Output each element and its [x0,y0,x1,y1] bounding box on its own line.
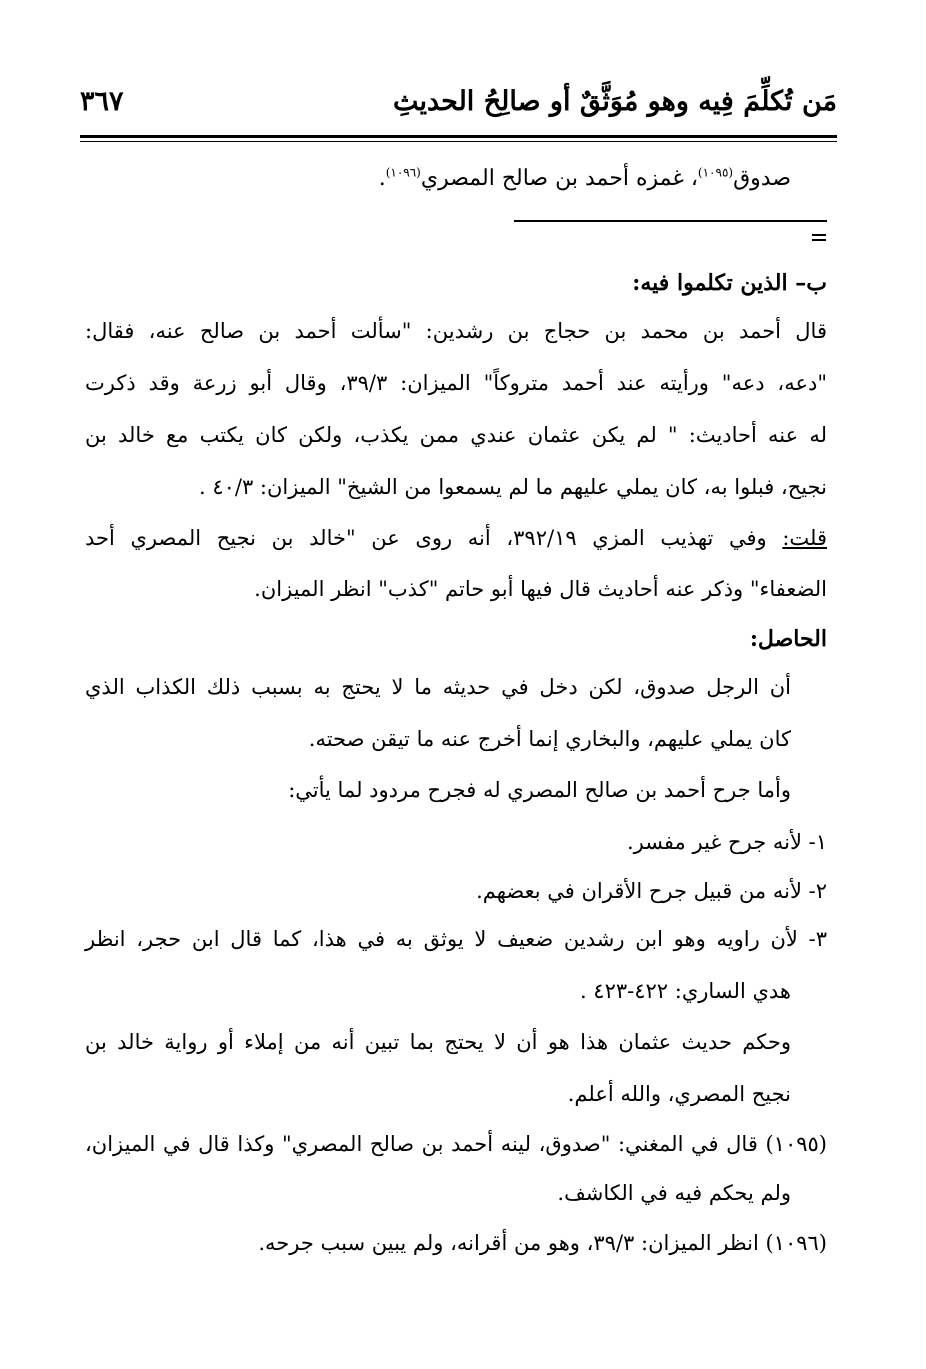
page-number: ٣٦٧ [80,86,124,117]
qult-line: الضعفاء" وذكر عنه أحاديث قال فيها أبو حاتم "كذب" انظر الميزان. [254,577,827,601]
paragraph-line: نجيح، فبلوا به، كان يملي عليهم ما لم يسمعوا من الشيخ" الميزان: ٤٠/٣ . [198,475,827,499]
text-segment: . [378,166,386,191]
paragraph-line: قال أحمد بن محمد بن حجاج بن رشدين: "سألت أحمد بن صالح عنه، فقال: [85,319,827,343]
qult-text: وفي تهذيب المزي ٣٩٢/١٩، أنه روى عن "خالد بن نجيح المصري أحد [85,526,783,550]
section-divider [514,220,827,222]
paragraph-line: وأما جرح أحمد بن صالح المصري له فجرح مردود لما يأتي: [288,778,791,802]
qult-label: قلت: [782,526,828,550]
continuation-line [379,162,791,196]
running-title: مَن تُكلِّمَ فِيه وهو مُوَثَّقٌ أو صالِحُ الحديثِ [392,86,837,117]
text-segment: صدوق [733,166,791,191]
list-item: ٣- لأن راويه وهو ابن رشدين ضعيف لا يوثق به في هذا، كما قال ابن حجر، انظر [85,927,827,951]
list-item: ٢- لأنه من قبيل جرح الأقران في بعضهم. [476,879,827,903]
footnote: (١٠٩٥) قال في المغني: "صدوق، لينه أحمد بن صالح المصري" وكذا قال في الميزان، [85,1132,827,1156]
section-heading: ب– الذين تكلموا فيه: [632,270,827,296]
footnote: (١٠٩٦) انظر الميزان: ٣٩/٣، وهو من أقرانه، ولم يبين سبب جرحه. [258,1231,827,1255]
text-segment: ، غمزه أحمد بن صالح المصري [420,166,698,191]
paragraph-line: نجيح المصري، والله أعلم. [567,1082,791,1106]
paragraph-line: له عنه أحاديث: " لم يكن عثمان عندي ممن يكذب، ولكن كان يكتب مع خالد بن [85,423,827,447]
footnote-ref[interactable]: (١٠٩٦) [385,165,421,180]
page-header [80,86,837,126]
list-item: ١- لأنه جرح غير مفسر. [626,830,827,854]
paragraph-line: أن الرجل صدوق، لكن دخل في حديثه ما لا يحتج به بسبب ذلك الكذاب الذي [85,675,791,699]
hasil-heading: الحاصل: [749,626,827,652]
footnote-continuation: ولم يحكم فيه في الكاشف. [557,1181,791,1205]
continuation-mark [812,234,826,244]
paragraph-line: كان يملي عليهم، والبخاري إنما أخرج عنه ما تيقن صحته. [308,727,791,751]
qult-line [85,521,827,555]
footnote-ref[interactable]: (١٠٩٥) [697,165,734,180]
paragraph-line: وحكم حديث عثمان هذا هو أن لا يحتج بما تبين أنه من إملاء أو رواية خالد بن [85,1030,791,1054]
header-rule [80,135,837,138]
header-rule-thin [80,141,837,142]
paragraph-line: "دعه، دعه" ورأيته عند أحمد متروكاً" الميزان: ٣٩/٣، وقال أبو زرعة وقد ذكرت [85,371,828,395]
list-item-continuation: هدي الساري: ٤٢٢-٤٢٣ . [579,979,791,1003]
